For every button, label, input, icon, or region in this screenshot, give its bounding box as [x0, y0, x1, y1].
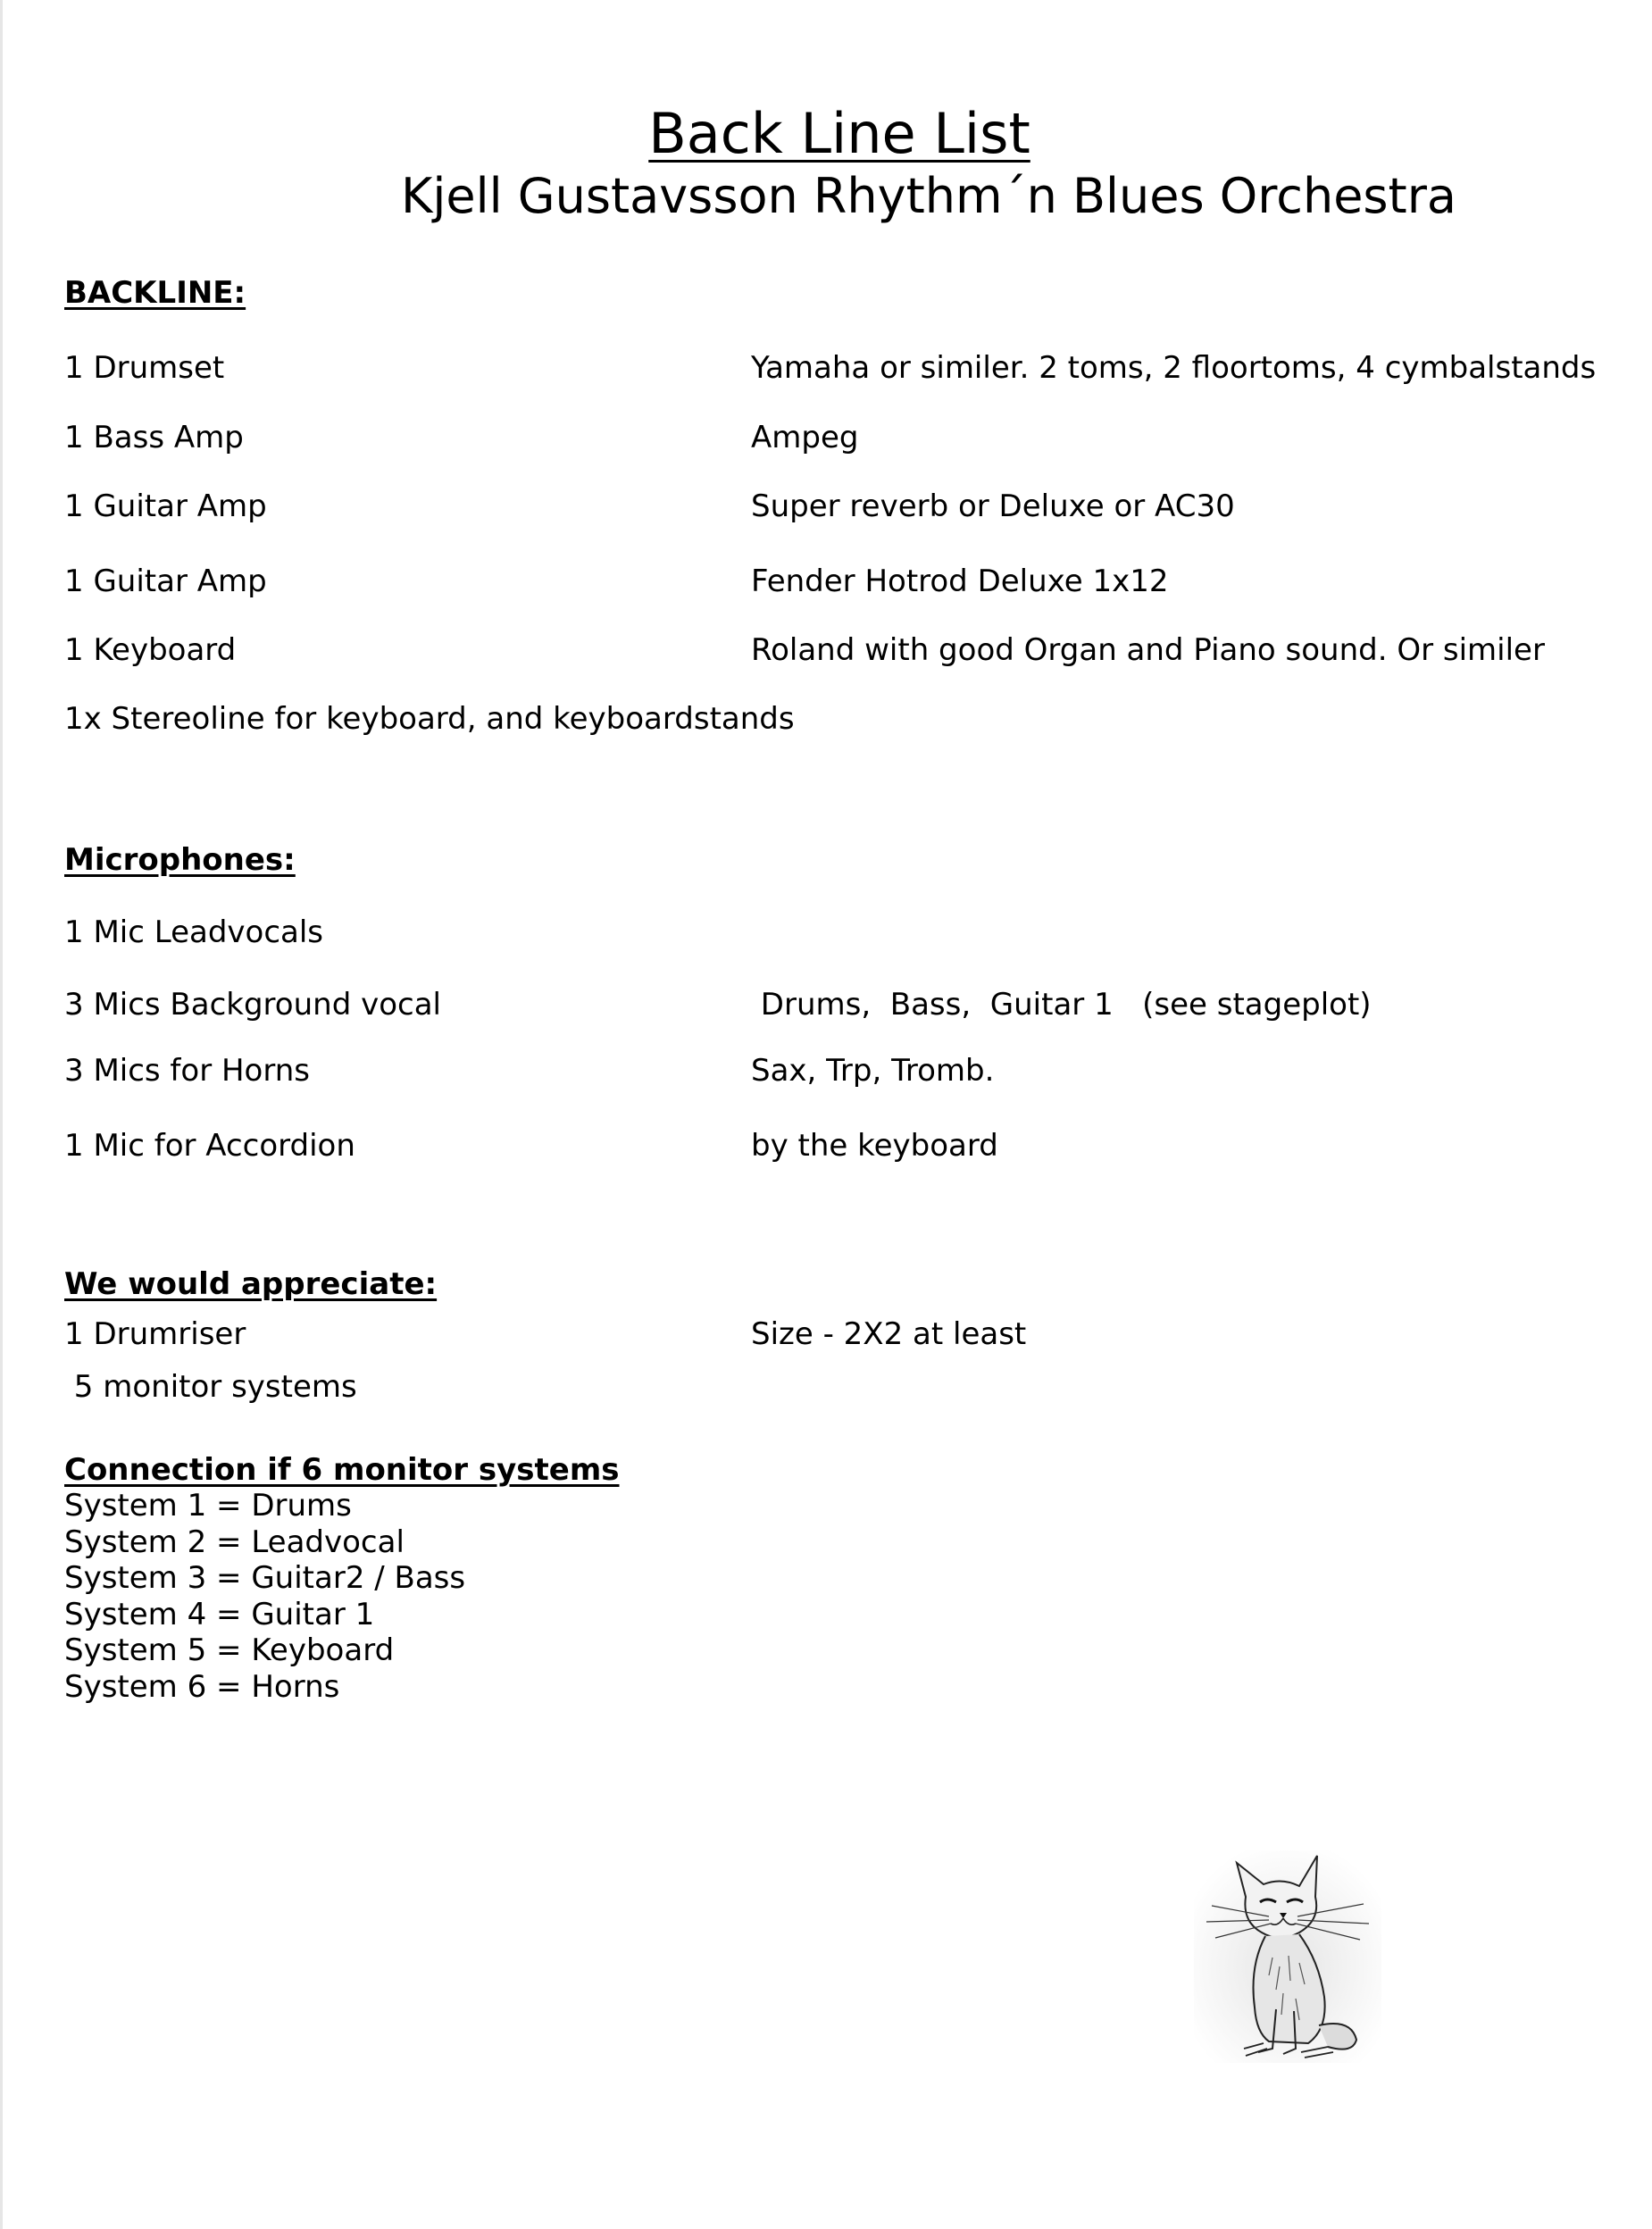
monitor-system-line: System 2 = Leadvocal [64, 1524, 405, 1560]
microphone-detail: Sax, Trp, Tromb. [751, 1053, 995, 1089]
monitor-system-line: System 4 = Guitar 1 [64, 1597, 375, 1632]
backline-heading: BACKLINE: [64, 275, 246, 311]
backline-item: 1 Keyboard [64, 632, 237, 668]
connection-heading: Connection if 6 monitor systems [64, 1452, 620, 1488]
monitor-system-line: System 5 = Keyboard [64, 1632, 395, 1668]
microphone-item: 1 Mic for Accordion [64, 1128, 355, 1164]
microphone-item: 3 Mics Background vocal [64, 987, 441, 1023]
backline-item: 1 Bass Amp [64, 420, 244, 455]
backline-detail: Fender Hotrod Deluxe 1x12 [751, 564, 1169, 599]
page-subtitle: Kjell Gustavsson Rhythm´n Blues Orchestra [400, 168, 1457, 224]
microphone-detail: by the keyboard [751, 1128, 998, 1164]
backline-item: 1 Guitar Amp [64, 564, 267, 599]
cat-sketch-image [1194, 1850, 1381, 2063]
microphone-item: 1 Mic Leadvocals [64, 914, 324, 950]
microphones-heading: Microphones: [64, 842, 296, 878]
page-title: Back Line List [648, 101, 1030, 166]
backline-detail: Ampeg [751, 420, 859, 455]
backline-detail: Yamaha or similer. 2 toms, 2 floortoms, 4 cymbalstands [751, 350, 1597, 386]
appreciate-detail: Size - 2X2 at least [751, 1316, 1027, 1352]
appreciate-item: 1 Drumriser [64, 1316, 246, 1352]
backline-note: 1x Stereoline for keyboard, and keyboardstands [64, 701, 795, 737]
backline-detail: Roland with good Organ and Piano sound. Or similer [751, 632, 1545, 668]
backline-item: 1 Guitar Amp [64, 488, 267, 524]
microphone-item: 3 Mics for Horns [64, 1053, 311, 1089]
monitor-system-line: System 3 = Guitar2 / Bass [64, 1560, 466, 1596]
appreciate-heading: We would appreciate: [64, 1266, 438, 1302]
microphone-detail: Drums, Bass, Guitar 1 (see stageplot) [751, 987, 1372, 1023]
monitor-system-line: System 1 = Drums [64, 1488, 352, 1524]
appreciate-item: 5 monitor systems [64, 1369, 357, 1405]
monitor-system-line: System 6 = Horns [64, 1669, 340, 1705]
backline-detail: Super reverb or Deluxe or AC30 [751, 488, 1235, 524]
backline-item: 1 Drumset [64, 350, 225, 386]
